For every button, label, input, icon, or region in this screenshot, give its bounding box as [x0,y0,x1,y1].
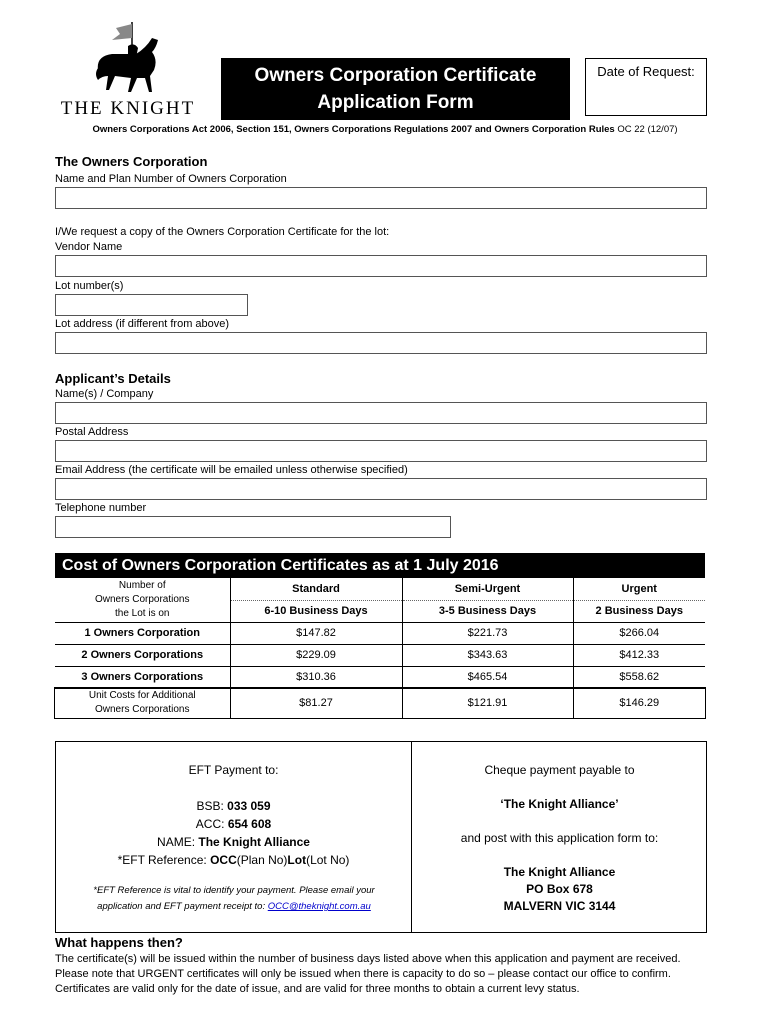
cost-table-title: Cost of Owners Corporation Certificates as at 1 July 2016 [55,553,705,578]
price-cell: $146.29 [573,688,705,718]
form-title [221,58,570,120]
address-line-1: The Knight Alliance [503,865,616,879]
cost-corner-cell [55,578,230,622]
eft-note-line-2: application and EFT payment receipt to: [97,901,266,912]
eft-note [66,883,402,915]
days-urgent: 2 Business Days [573,600,705,622]
legislation-subtitle [0,124,770,135]
applicant-names-input[interactable] [55,402,707,424]
post-text: and post with this application form to: [460,831,659,845]
address-line-3: MALVERN VIC 3144 [503,899,616,913]
lot-number-label: Lot number(s) [55,280,124,292]
price-cell: $221.73 [402,622,573,644]
table-row [55,644,705,666]
row-label: 1 Owners Corporation [55,622,230,644]
eft-details [56,797,411,869]
price-cell: $147.82 [230,622,402,644]
bsb-label: BSB: [196,799,224,813]
row-label: 2 Owners Corporations [55,644,230,666]
eft-name-value: The Knight Alliance [198,835,310,849]
eft-name-label: NAME: [157,835,196,849]
logo-text: THE KNIGHT [60,98,196,119]
price-cell: $558.62 [573,666,705,688]
eft-ref-label: *EFT Reference: [117,853,207,867]
applicant-names-label: Name(s) / Company [55,388,154,400]
price-cell: $310.36 [230,666,402,688]
unit-cost-label [55,688,230,718]
what-happens-heading: What happens then? [55,935,183,950]
price-cell: $343.63 [402,644,573,666]
eft-ref-plan: (Plan No) [236,853,288,867]
postal-address-block [412,864,707,915]
acc-label: ACC: [195,817,225,831]
price-cell: $266.04 [573,622,705,644]
table-row [55,666,705,688]
vendor-name-label: Vendor Name [55,241,123,253]
lot-address-label: Lot address (if different from above) [55,318,230,330]
unit-line-1: Unit Costs for Additional [88,690,196,701]
eft-title: EFT Payment to: [188,763,279,777]
subtitle-bold: Owners Corporations Act 2006, Section 151, Owners Corporations Regulations 2007 and Owners Corporation Rules [92,124,615,135]
cheque-title: Cheque payment payable to [484,763,635,777]
price-cell: $229.09 [230,644,402,666]
col-header-semi-urgent: Semi-Urgent [402,578,573,600]
occ-email-link[interactable]: OCC@theknight.com.au [267,901,371,912]
unit-line-2: Owners Corporations [95,704,190,715]
cost-table [55,578,705,719]
price-cell: $465.54 [402,666,573,688]
lot-address-input[interactable] [55,332,707,354]
vendor-name-input[interactable] [55,255,707,277]
corner-line-3: the Lot is on [115,607,170,619]
knight-horse-icon [58,18,198,98]
request-text: I/We request a copy of the Owners Corporation Certificate for the lot: [55,226,390,238]
eft-note-line-1: *EFT Reference is vital to identify your payment. Please email your [93,885,375,896]
days-semi-urgent: 3-5 Business Days [402,600,573,622]
email-label: Email Address (the certificate will be emailed unless otherwise specified) [55,464,408,476]
oc-name-input[interactable] [55,187,707,209]
price-cell: $412.33 [573,644,705,666]
footer-line-2: Please note that URGENT certificates will only be issued when there is capacity to do so – please contact our office to confirm. [55,968,671,980]
subtitle-form-code: OC 22 (12/07) [617,124,678,135]
date-of-request-label: Date of Request: [597,64,695,79]
title-line-2: Application Form [317,92,474,113]
company-logo [58,18,198,118]
table-row [55,622,705,644]
col-header-urgent: Urgent [573,578,705,600]
telephone-label: Telephone number [55,502,147,514]
eft-ref-occ: OCC [210,853,237,867]
cheque-payee: ‘The Knight Alliance’ [500,797,619,811]
col-header-standard: Standard [230,578,402,600]
bsb-value: 033 059 [227,799,271,813]
email-input[interactable] [55,478,707,500]
acc-value: 654 608 [227,817,272,831]
oc-name-label: Name and Plan Number of Owners Corporation [55,173,287,185]
corner-line-2: Owners Corporations [95,593,190,605]
price-cell: $121.91 [402,688,573,718]
lot-number-input[interactable] [55,294,248,316]
title-line-1: Owners Corporation Certificate [254,65,537,86]
postal-address-label: Postal Address [55,426,129,438]
eft-ref-lotno: (Lot No) [306,853,350,867]
applicant-heading: Applicant’s Details [55,371,171,386]
row-label: 3 Owners Corporations [55,666,230,688]
owners-corp-heading: The Owners Corporation [55,154,208,169]
what-happens-text [55,952,755,997]
date-of-request-field[interactable] [585,58,707,116]
footer-line-3: Certificates are valid only for the date of issue, and are valid for three months to obtain a current levy status. [55,983,580,995]
address-line-2: PO Box 678 [526,882,593,896]
price-cell: $81.27 [230,688,402,718]
eft-ref-lot: Lot [287,853,307,867]
table-row [55,688,705,718]
footer-line-1: The certificate(s) will be issued within the number of business days listed above when this application and payment are received. [55,953,681,965]
days-standard: 6-10 Business Days [230,600,402,622]
postal-address-input[interactable] [55,440,707,462]
corner-line-1: Number of [118,579,166,591]
telephone-input[interactable] [55,516,451,538]
